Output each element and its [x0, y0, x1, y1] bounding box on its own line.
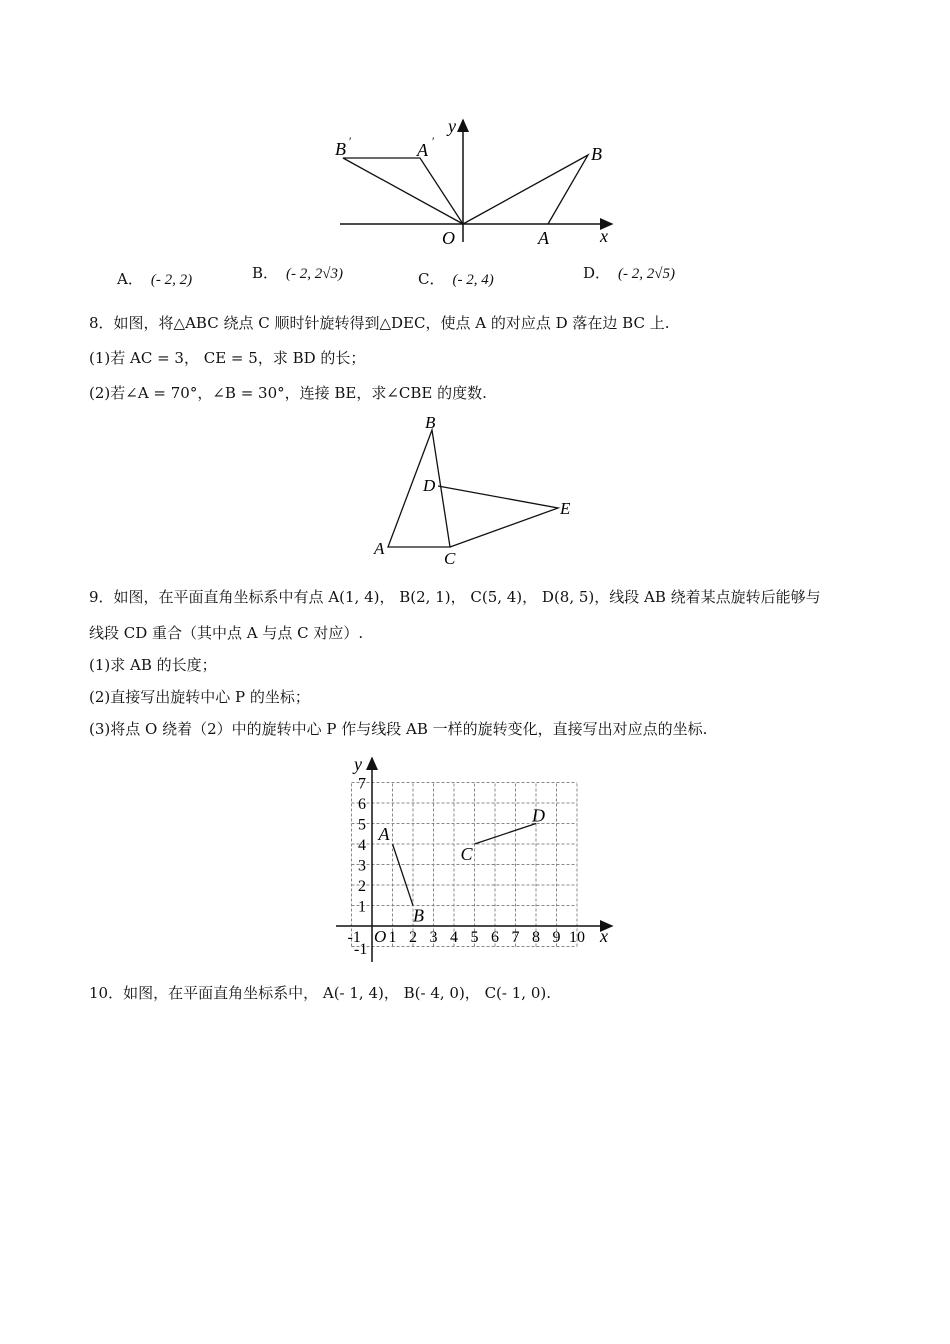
label-a: A — [538, 228, 549, 248]
x-tick-label: 10 — [569, 929, 585, 946]
label-origin: O — [442, 228, 455, 248]
q8-part2: (2)若∠A = 70°，∠B = 30°，连接 BE，求∠CBE 的度数. — [89, 384, 487, 402]
x-axis-label: x — [600, 926, 608, 946]
label-a-prime: A — [417, 140, 428, 160]
x-tick-label: -1 — [347, 929, 361, 946]
x-tick-label: 6 — [491, 929, 499, 946]
x-tick-label: 2 — [409, 929, 417, 946]
label-x: x — [600, 226, 608, 246]
point-label-a: A — [378, 824, 390, 844]
option-d: D． (- 2, 2√5) — [583, 264, 675, 282]
origin-label: O — [374, 927, 387, 946]
segment-cd — [475, 824, 537, 845]
y-tick-label: 4 — [358, 837, 366, 854]
y-tick-label: 6 — [358, 796, 366, 813]
label-e: E — [560, 499, 571, 518]
grid-tick-labels — [348, 754, 609, 958]
y-tick-label: 3 — [358, 857, 366, 875]
q9-stem-line2: 线段 CD 重合（其中点 A 与点 C 对应）. — [89, 624, 364, 642]
segment-ab — [393, 844, 414, 906]
triangle-dec — [438, 486, 558, 547]
triangle-oab — [463, 155, 588, 224]
y-tick-label: 2 — [358, 878, 366, 895]
point-label-d: D — [532, 805, 545, 826]
q9-stem-line1: 9．如图，在平面直角坐标系中有点 A(1, 4)， B(2, 1)， C(5, 4)， D(8, 5)，线段 AB 绕着某点旋转后能够与 — [89, 588, 821, 606]
q9-part3: (3)将点 O 绕着（2）中的旋转中心 P 作与线段 AB 一样的旋转变化，直接写出对应点的坐标. — [89, 720, 708, 738]
x-tick-label: 8 — [532, 929, 540, 946]
y-tick-label: 5 — [358, 816, 366, 834]
x-tick-label: 7 — [511, 929, 520, 946]
y-axis-label: y — [354, 754, 362, 774]
x-tick-label: 9 — [552, 929, 561, 946]
label-a-prime-mark: ′ — [432, 134, 435, 148]
label-c: C — [444, 549, 456, 568]
triangle-oa-b-prime — [343, 158, 463, 224]
label-b-prime: B — [335, 139, 346, 159]
option-c: C． (- 2, 4) — [418, 270, 494, 288]
label-b: B — [591, 144, 602, 164]
point-label-c: C — [460, 844, 473, 864]
x-tick-label: 3 — [429, 929, 438, 946]
triangle-abc — [388, 430, 450, 547]
label-y: y — [448, 116, 456, 136]
label-b-prime-mark: ′ — [349, 134, 352, 148]
label-d: D — [423, 476, 436, 495]
option-b: B． (- 2, 2√3) — [252, 264, 343, 282]
figure-rotation-axes — [330, 112, 620, 252]
q9-part1: (1)求 AB 的长度； — [89, 656, 217, 674]
point-label-b: B — [413, 905, 424, 926]
y-tick-label: 7 — [358, 775, 366, 793]
q8-stem: 8．如图，将△ABC 绕点 C 顺时针旋转得到△DEC，使点 A 的对应点 D 落在边 BC 上. — [89, 314, 670, 332]
q9-part2: (2)直接写出旋转中心 P 的坐标； — [89, 688, 310, 706]
label-a: A — [374, 539, 385, 558]
q8-part1: (1)若 AC = 3， CE = 5，求 BD 的长； — [89, 349, 366, 367]
q10-stem: 10．如图，在平面直角坐标系中， A(- 1, 4)， B(- 4, 0)， C(- 1, 0). — [89, 984, 551, 1002]
figure-triangle-abc-dec — [370, 408, 580, 568]
y-tick-label-negative: -1 — [354, 941, 368, 958]
x-tick-label: 1 — [388, 929, 397, 946]
figure-coordinate-grid — [330, 748, 620, 970]
label-b: B — [425, 413, 436, 432]
x-tick-label: 5 — [470, 929, 479, 946]
y-tick-label: 1 — [358, 898, 366, 916]
option-a: A． (- 2, 2) — [117, 270, 193, 288]
x-tick-label: 4 — [450, 929, 458, 946]
